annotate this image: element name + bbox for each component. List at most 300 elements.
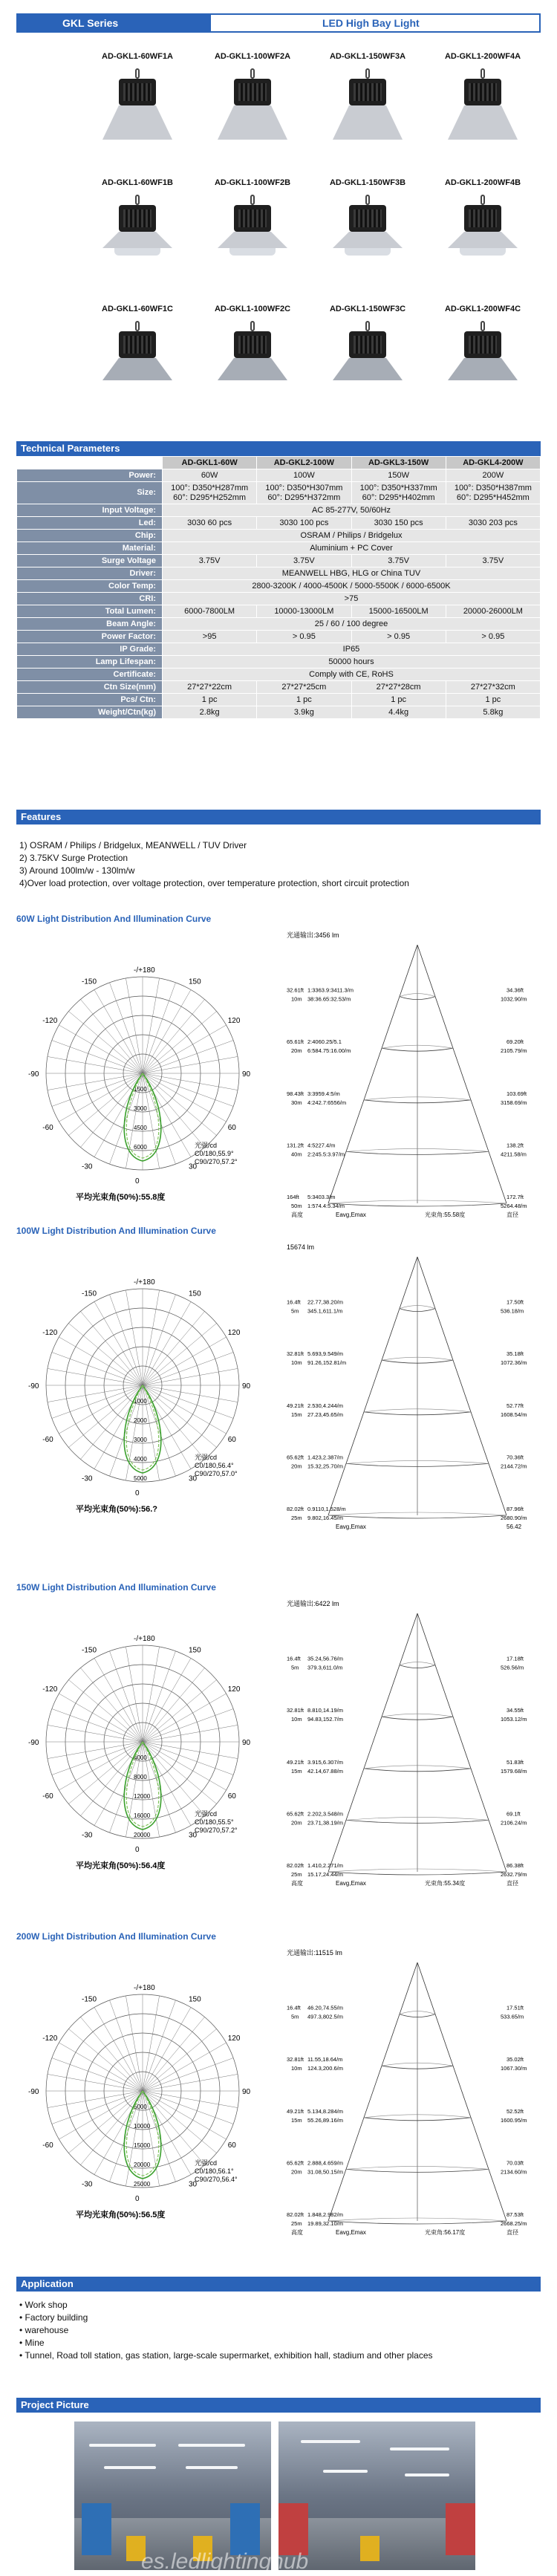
param-value: 15000-16500LM: [351, 605, 446, 618]
illum-row-value: 2144.72/m: [501, 1463, 527, 1470]
product-item: [189, 178, 316, 269]
polar-angle-label: 60: [227, 1792, 236, 1801]
illum-row-value: 5:3403.3/m: [307, 1194, 336, 1200]
illum-footer: 光束角:56.17度: [425, 2229, 466, 2236]
illum-row-value: 87.53ft: [506, 2211, 524, 2218]
illum-row-value: 86.38ft: [506, 1862, 524, 1869]
illum-row-value: 131.2ft: [287, 1142, 304, 1149]
curve-title: 100W Light Distribution And Illumination Curve: [16, 1226, 216, 1236]
param-value: Comply with CE, RoHS: [163, 669, 541, 681]
product-item: [74, 178, 201, 269]
illum-row-value: 2:245.5:3.97/m: [307, 1151, 345, 1158]
illum-row-value: 1608.54/m: [501, 1411, 527, 1418]
polar-scale-label: 8000: [134, 1774, 147, 1780]
param-value: 5.8kg: [446, 706, 540, 719]
illum-row-value: 15m: [291, 1767, 302, 1775]
illum-row-value: 16.4ft: [287, 1298, 301, 1306]
polar-legend: 光强/cd: [195, 1810, 218, 1818]
polar-legend: C0/180,56.1°: [195, 2167, 234, 2175]
param-value: 1 pc: [446, 694, 540, 706]
curve-block: [16, 1946, 541, 2258]
polar-scale-label: 16000: [134, 1812, 151, 1819]
polar-top-label: -/+180: [134, 1278, 155, 1287]
illum-row-value: 1:574.4:5.34/m: [307, 1203, 345, 1209]
illum-row-value: 50m: [291, 1203, 302, 1209]
illum-row-value: 10m: [291, 2065, 302, 2072]
illum-row-value: 70.03ft: [506, 2159, 524, 2167]
illum-row-value: 16.4ft: [287, 2004, 301, 2011]
param-value: 100°: D350*H387mm 60°: D295*H452mm: [446, 482, 540, 504]
high-bay-lamp-icon: [97, 195, 178, 269]
illum-row-value: 35.18ft: [506, 1350, 524, 1358]
param-value: 4.4kg: [351, 706, 446, 719]
illum-footer: 光束角:55.34度: [425, 1880, 466, 1887]
illum-footer: Eavg,Emax: [336, 1880, 366, 1887]
param-value: 150W: [351, 469, 446, 482]
param-value: MEANWELL HBG, HLG or China TUV: [163, 567, 541, 580]
polar-legend: 光强/cd: [195, 2159, 218, 2167]
param-label: Beam Angle:: [17, 618, 163, 631]
product-model: AD-GKL1-100WF2A: [214, 52, 291, 61]
illum-row-value: 15m: [291, 1411, 302, 1418]
param-label: Led:: [17, 517, 163, 530]
product-model: AD-GKL1-60WF1B: [102, 178, 173, 187]
param-label: Material:: [17, 542, 163, 555]
illum-row-value: 1053.12/m: [501, 1716, 527, 1723]
polar-angle-label: 90: [242, 1382, 251, 1391]
param-value: 2.8kg: [163, 706, 257, 719]
product-item: [189, 305, 316, 395]
param-value: 10000-13000LM: [257, 605, 351, 618]
product-model: AD-GKL1-200WF4A: [444, 52, 521, 61]
param-value: IP65: [163, 643, 541, 656]
high-bay-lamp-icon: [327, 68, 408, 143]
illum-row-value: 23.71,38.19/m: [307, 1819, 343, 1827]
beam-angle-label: 平均光束角(50%):56.5度: [76, 2211, 166, 2219]
param-label: Total Lumen:: [17, 605, 163, 618]
curve-title: 150W Light Distribution And Illumination Curve: [16, 1582, 216, 1593]
param-value: 3.75V: [257, 555, 351, 567]
illum-row-value: 2134.60/m: [501, 2168, 527, 2176]
illum-row-value: 94.83,152.7/m: [307, 1716, 343, 1723]
high-bay-lamp-icon: [97, 321, 178, 395]
illum-row-value: 5m: [291, 1307, 299, 1315]
polar-legend: C90/270,56.4°: [195, 2176, 238, 2183]
illum-row-value: 15.17,24.44/m: [307, 1871, 343, 1878]
param-label: CRI:: [17, 593, 163, 605]
application-item: • Factory building: [19, 2312, 88, 2323]
param-label: Certificate:: [17, 669, 163, 681]
polar-angle-label: -150: [82, 1995, 97, 2004]
illum-row-value: 20m: [291, 1047, 302, 1055]
param-value: 3030 203 pcs: [446, 517, 540, 530]
illum-row-value: 2.530,4.244/m: [307, 1402, 343, 1409]
illum-row-value: 19.89,32.10/m: [307, 2220, 343, 2227]
illum-row-value: 345.1,611.1/m: [307, 1307, 343, 1315]
page-header: [16, 13, 541, 33]
polar-scale-label: 6000: [134, 1144, 147, 1151]
param-value: 3.75V: [351, 555, 446, 567]
param-label: Color Temp:: [17, 580, 163, 593]
product-model: AD-GKL1-60WF1A: [102, 52, 173, 61]
polar-scale-label: 12000: [134, 1793, 151, 1800]
illum-footer: Eavg,Emax: [336, 1211, 366, 1218]
product-model: AD-GKL1-100WF2B: [214, 178, 291, 187]
illum-footer: 直径: [506, 2229, 518, 2236]
illum-footer: 直径: [506, 1211, 518, 1218]
product-item: [420, 52, 546, 143]
polar-legend: C90/270,57.0°: [195, 1470, 238, 1477]
polar-angle-label: 60: [227, 2141, 236, 2150]
polar-scale-label: 5000: [134, 1475, 147, 1482]
high-bay-lamp-icon: [97, 68, 178, 143]
polar-angle-label: 120: [227, 1329, 241, 1337]
product-item: [189, 52, 316, 143]
polar-angle-label: 150: [189, 1646, 201, 1655]
illum-row-value: 1579.68/m: [501, 1767, 527, 1775]
high-bay-lamp-icon: [212, 68, 293, 143]
polar-angle-label: -120: [42, 1329, 58, 1337]
application-item: • Tunnel, Road toll station, gas station, large-scale supermarket, exhibition hall, stadium and other places: [19, 2350, 433, 2361]
illum-row-value: 533.65/m: [501, 2013, 524, 2020]
param-value: 27*27*32cm: [446, 681, 540, 694]
polar-angle-label: 150: [189, 1289, 201, 1298]
illum-row-value: 4:242.7:6556/m: [307, 1099, 347, 1106]
illum-row-value: 55.26,89.16/m: [307, 2116, 343, 2124]
illum-row-value: 0.9110,1.528/m: [307, 1506, 346, 1512]
polar-angle-label: 120: [227, 1017, 241, 1025]
high-bay-lamp-icon: [327, 321, 408, 395]
illum-row-value: 32.81ft: [287, 2056, 304, 2063]
polar-angle-label: 120: [227, 1685, 241, 1694]
param-label: Power:: [17, 469, 163, 482]
illum-row-value: 15.32,25.70/m: [307, 1463, 343, 1470]
series-title: GKL Series: [18, 15, 211, 31]
illum-row-value: 3:3959.4:5/m: [307, 1090, 340, 1097]
illum-row-value: 15m: [291, 2116, 302, 2124]
illum-row-value: 52.77ft: [506, 1402, 524, 1409]
param-value: 27*27*28cm: [351, 681, 446, 694]
param-value: 25 / 60 / 100 degree: [163, 618, 541, 631]
illum-row-value: 34.55ft: [506, 1707, 524, 1714]
polar-distribution-chart: [24, 943, 276, 1211]
polar-scale-label: 25000: [134, 2181, 151, 2188]
illum-row-value: 65.62ft: [287, 1810, 304, 1818]
illum-footer: Eavg,Emax: [336, 2229, 366, 2236]
illum-row-value: 98.43ft: [287, 1090, 304, 1097]
illum-row-value: 20m: [291, 1463, 302, 1470]
illuminance-cone-chart: [284, 1240, 541, 1545]
curve-block: [16, 1597, 541, 1909]
param-value: > 0.95: [257, 631, 351, 643]
illum-row-value: 379.3,611.0/m: [307, 1664, 343, 1671]
param-value: 100°: D350*H307mm 60°: D295*H372mm: [257, 482, 351, 504]
illum-footer: 56.42: [506, 1523, 522, 1530]
polar-top-label: -/+180: [134, 1635, 155, 1643]
polar-angle-label: 150: [189, 978, 201, 986]
polar-angle-label: -120: [42, 1017, 58, 1025]
illum-row-value: 5m: [291, 2013, 299, 2020]
illum-row-value: 5m: [291, 1664, 299, 1671]
illum-footer: 高度: [291, 2229, 303, 2236]
polar-scale-label: 1000: [134, 1398, 147, 1405]
illum-row-value: 124.3,200.6/m: [307, 2065, 343, 2072]
param-value: 3030 60 pcs: [163, 517, 257, 530]
illum-row-value: 103.69ft: [506, 1090, 527, 1097]
illum-row-value: 2106.24/m: [501, 1819, 527, 1827]
high-bay-lamp-icon: [212, 321, 293, 395]
polar-angle-label: 90: [242, 1739, 251, 1747]
param-value: 20000-26000LM: [446, 605, 540, 618]
param-value: >95: [163, 631, 257, 643]
param-value: 3.9kg: [257, 706, 351, 719]
polar-angle-label: -150: [82, 978, 97, 986]
illum-row-value: 30m: [291, 1099, 302, 1106]
illum-row-value: 32.81ft: [287, 1707, 304, 1714]
product-model: AD-GKL1-150WF3B: [329, 178, 406, 187]
illum-row-value: 20m: [291, 1819, 302, 1827]
param-value: 1 pc: [163, 694, 257, 706]
illum-row-value: 11.55,18.64/m: [307, 2056, 343, 2063]
illum-row-value: 1.848,2.982/m: [307, 2211, 343, 2218]
application-item: • Work shop: [19, 2300, 68, 2310]
polar-angle-label: 90: [242, 2088, 251, 2096]
polar-angle-label: -60: [42, 2141, 53, 2150]
param-value: > 0.95: [446, 631, 540, 643]
illum-row-value: 10m: [291, 995, 302, 1003]
product-item: [420, 178, 546, 269]
illum-row-value: 164ft: [287, 1194, 299, 1200]
illum-footer: 光束角:55.58度: [425, 1211, 466, 1218]
illum-row-value: 1:3363.9:3411.3/m: [307, 986, 354, 994]
polar-angle-label: 30: [189, 2180, 198, 2189]
polar-scale-label: 3000: [134, 1437, 147, 1443]
param-value: 3.75V: [163, 555, 257, 567]
illum-row-value: 35.02ft: [506, 2056, 524, 2063]
polar-scale-label: 5000: [134, 2104, 147, 2110]
param-value: 200W: [446, 469, 540, 482]
param-value: 6000-7800LM: [163, 605, 257, 618]
flux-label: 光通输出:6422 lm: [287, 1600, 339, 1607]
polar-top-label: -/+180: [134, 1984, 155, 1992]
polar-angle-label: 30: [189, 1162, 198, 1171]
illum-row-value: 2680.90/m: [501, 1515, 527, 1521]
illuminance-cone-chart: [284, 1597, 541, 1902]
param-value: 27*27*25cm: [257, 681, 351, 694]
param-label: Size:: [17, 482, 163, 504]
illum-row-value: 5.134,8.284/m: [307, 2107, 343, 2115]
polar-angle-label: -90: [28, 2088, 39, 2096]
product-item: [74, 52, 201, 143]
param-value: 3030 150 pcs: [351, 517, 446, 530]
polar-scale-label: 1500: [134, 1086, 147, 1093]
illum-row-value: 16.4ft: [287, 1655, 301, 1662]
beam-angle-label: 平均光束角(50%):56.4度: [76, 1861, 166, 1870]
model-header: AD-GKL2-100W: [257, 457, 351, 469]
illum-row-value: 65.61ft: [287, 1038, 304, 1046]
curve-title: 60W Light Distribution And Illumination Curve: [16, 914, 212, 924]
polar-angle-label: -120: [42, 2035, 58, 2043]
project-photo-1: [74, 2421, 271, 2570]
illum-row-value: 3.915,6.307/m: [307, 1758, 343, 1766]
illum-row-value: 34.36ft: [506, 986, 524, 994]
product-item: [74, 305, 201, 395]
polar-angle-label: -150: [82, 1289, 97, 1298]
param-value: 3.75V: [446, 555, 540, 567]
param-label: Lamp Lifespan:: [17, 656, 163, 669]
illum-row-value: 69.1ft: [506, 1810, 521, 1818]
product-item: [420, 305, 546, 395]
illum-row-value: 17.50ft: [506, 1298, 524, 1306]
polar-top-label: -/+180: [134, 966, 155, 975]
illum-row-value: 5264.48/m: [501, 1203, 527, 1209]
polar-scale-label: 4500: [134, 1125, 147, 1131]
polar-angle-label: 0: [135, 1489, 140, 1497]
polar-scale-label: 10000: [134, 2123, 151, 2130]
high-bay-lamp-icon: [442, 68, 524, 143]
illum-row-value: 20m: [291, 2168, 302, 2176]
polar-angle-label: 30: [189, 1831, 198, 1840]
illum-row-value: 2.888,4.659/m: [307, 2159, 343, 2167]
illum-row-value: 536.18/m: [501, 1307, 524, 1315]
model-header: AD-GKL4-200W: [446, 457, 540, 469]
product-model: AD-GKL1-60WF1C: [102, 305, 173, 313]
param-value: 3030 100 pcs: [257, 517, 351, 530]
illum-row-value: 2.202,3.548/m: [307, 1810, 343, 1818]
polar-scale-label: 4000: [134, 1754, 147, 1761]
polar-scale-label: 4000: [134, 1456, 147, 1463]
illum-row-value: 9.802,16.45/m: [307, 1515, 343, 1521]
param-label: Power Factor:: [17, 631, 163, 643]
param-label: Surge Voltage: [17, 555, 163, 567]
illum-row-value: 65.62ft: [287, 1454, 304, 1461]
illum-row-value: 38:36.65:32.53/m: [307, 995, 351, 1003]
polar-legend: 光强/cd: [195, 1454, 218, 1461]
param-value: > 0.95: [351, 631, 446, 643]
watermark: es.ledlightinghub: [141, 2549, 309, 2574]
project-photo-2: [278, 2421, 475, 2570]
illum-row-value: 17.18ft: [506, 1655, 524, 1662]
polar-legend: C0/180,56.4°: [195, 1462, 234, 1469]
illum-row-value: 91.26,152.81/m: [307, 1359, 347, 1367]
param-value: 50000 hours: [163, 656, 541, 669]
illum-row-value: 1600.95/m: [501, 2116, 527, 2124]
param-value: Aluminium + PC Cover: [163, 542, 541, 555]
illum-row-value: 27.23,45.65/m: [307, 1411, 343, 1418]
illum-row-value: 82.02ft: [287, 1506, 304, 1512]
curve-title: 200W Light Distribution And Illumination Curve: [16, 1931, 216, 1942]
project-title: Project Picture: [16, 2398, 541, 2413]
high-bay-lamp-icon: [442, 195, 524, 269]
illum-row-value: 1067.30/m: [501, 2065, 527, 2072]
polar-legend: C90/270,57.2°: [195, 1827, 238, 1834]
product-title: LED High Bay Light: [322, 17, 420, 29]
param-label: Ctn Size(mm): [17, 681, 163, 694]
polar-angle-label: -90: [28, 1382, 39, 1391]
product-model: AD-GKL1-100WF2C: [214, 305, 291, 313]
illum-row-value: 2668.25/m: [501, 2220, 527, 2227]
high-bay-lamp-icon: [442, 321, 524, 395]
illum-row-value: 52.52ft: [506, 2107, 524, 2115]
tech-params-title: Technical Parameters: [16, 441, 541, 456]
param-value: 100°: D350*H337mm 60°: D295*H402mm: [351, 482, 446, 504]
feature-item: 2) 3.75KV Surge Protection: [19, 853, 128, 863]
illum-row-value: 172.7ft: [506, 1194, 524, 1200]
illum-row-value: 32.61ft: [287, 986, 304, 994]
polar-angle-label: 0: [135, 1846, 140, 1854]
product-model: AD-GKL1-150WF3C: [329, 305, 406, 313]
illum-row-value: 25m: [291, 1871, 302, 1878]
param-label: Weight/Ctn(kg): [17, 706, 163, 719]
feature-item: 1) OSRAM / Philips / Bridgelux, MEANWELL / TUV Driver: [19, 840, 247, 850]
param-value: 1 pc: [351, 694, 446, 706]
illum-row-value: 25m: [291, 2220, 302, 2227]
polar-angle-label: 30: [189, 1474, 198, 1483]
polar-legend: 光强/cd: [195, 1142, 218, 1149]
features-list: [19, 839, 409, 890]
illum-footer: 高度: [291, 1211, 303, 1218]
features-title: Features: [16, 810, 541, 824]
polar-scale-label: 15000: [134, 2142, 151, 2149]
polar-angle-label: -60: [42, 1124, 53, 1132]
illum-row-value: 40m: [291, 1151, 302, 1158]
beam-angle-label: 平均光束角(50%):56.?: [76, 1505, 158, 1514]
feature-item: 3) Around 100lm/w - 130lm/w: [19, 865, 135, 876]
illum-row-value: 1.410,2.271/m: [307, 1862, 343, 1869]
illum-row-value: 138.2ft: [506, 1142, 524, 1149]
param-value: AC 85-277V, 50/60Hz: [163, 504, 541, 517]
illum-row-value: 87.96ft: [506, 1506, 524, 1512]
curve-block: [16, 1240, 541, 1552]
polar-legend: C0/180,55.9°: [195, 1150, 234, 1157]
illum-row-value: 2:4060.25/5.1: [307, 1038, 342, 1046]
application-title: Application: [16, 2277, 541, 2292]
param-label: Driver:: [17, 567, 163, 580]
polar-angle-label: -60: [42, 1792, 53, 1801]
application-list: [19, 2299, 433, 2362]
param-value: 60W: [163, 469, 257, 482]
illum-row-value: 10m: [291, 1359, 302, 1367]
illum-row-value: 4:5227.4/m: [307, 1142, 336, 1149]
polar-angle-label: -30: [82, 1474, 93, 1483]
illum-row-value: 65.62ft: [287, 2159, 304, 2167]
illum-row-value: 22.77,38.20/m: [307, 1298, 343, 1306]
illuminance-cone-chart: [284, 928, 541, 1233]
illum-row-value: 526.56/m: [501, 1664, 524, 1671]
illum-row-value: 2632.79/m: [501, 1871, 527, 1878]
polar-angle-label: 60: [227, 1436, 236, 1444]
polar-scale-label: 20000: [134, 1832, 151, 1838]
polar-distribution-chart: [24, 1961, 276, 2228]
illum-row-value: 1032.90/m: [501, 995, 527, 1003]
illum-row-value: 8.810,14.19/m: [307, 1707, 343, 1714]
polar-angle-label: -30: [82, 1831, 93, 1840]
illum-row-value: 82.02ft: [287, 2211, 304, 2218]
illum-row-value: 2105.79/m: [501, 1047, 527, 1055]
polar-angle-label: -60: [42, 1436, 53, 1444]
product-model: AD-GKL1-150WF3A: [329, 52, 406, 61]
illum-row-value: 1072.36/m: [501, 1359, 527, 1367]
illum-row-value: 6:584.75:16.00/m: [307, 1047, 351, 1055]
illum-row-value: 17.51ft: [506, 2004, 524, 2011]
param-value: OSRAM / Philips / Bridgelux: [163, 530, 541, 542]
polar-legend: C0/180,55.5°: [195, 1818, 234, 1826]
polar-scale-label: 3000: [134, 1105, 147, 1112]
illum-row-value: 1.423,2.387/m: [307, 1454, 343, 1461]
polar-angle-label: -150: [82, 1646, 97, 1655]
param-label: IP Grade:: [17, 643, 163, 656]
illum-row-value: 31.08,50.15/m: [307, 2168, 343, 2176]
